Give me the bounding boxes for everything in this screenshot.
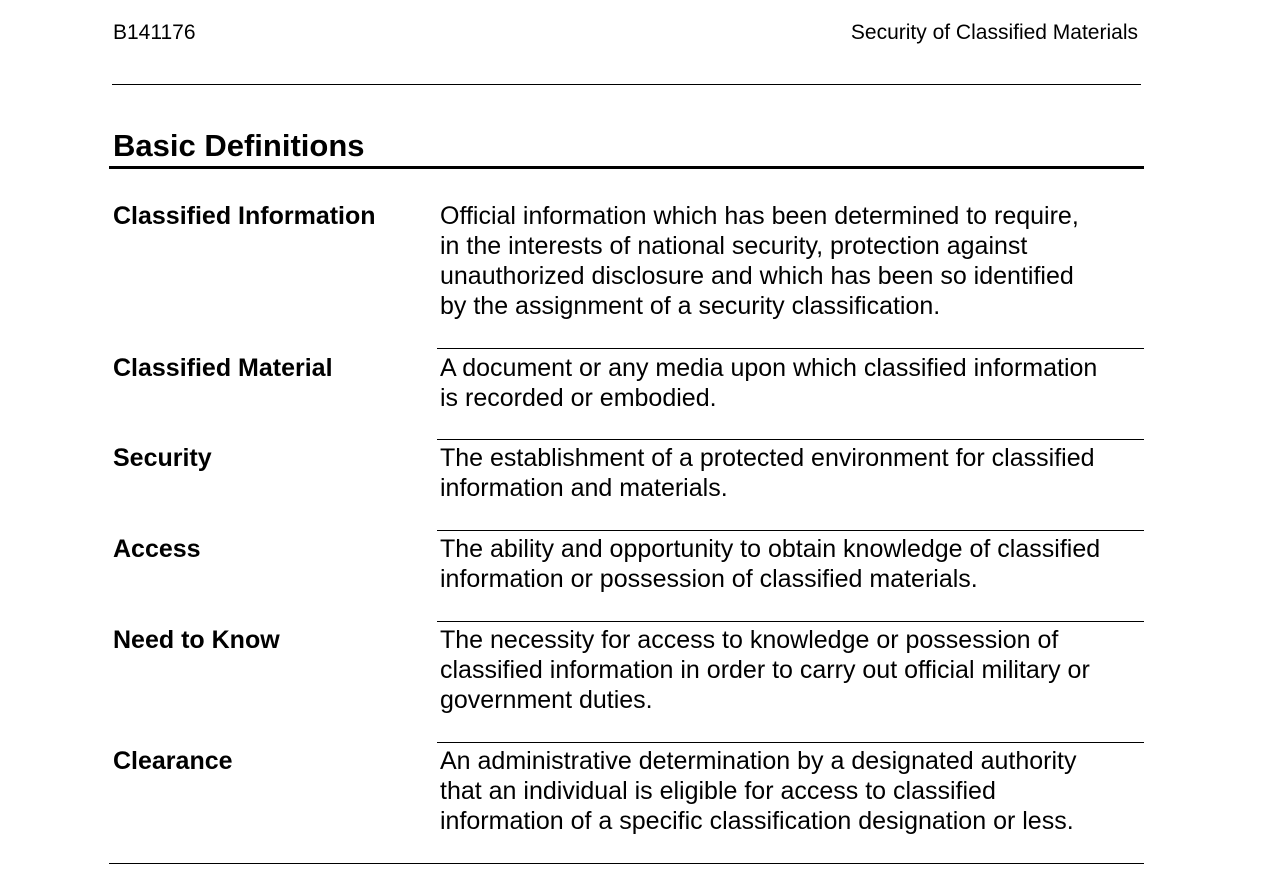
definition-line: is recorded or embodied. — [440, 384, 717, 412]
definition-line: by the assignment of a security classification. — [440, 292, 941, 320]
section-title: Basic Definitions — [113, 128, 365, 163]
term-access: Access — [113, 535, 201, 563]
definition-line: information of a specific classification designation or less. — [440, 807, 1074, 835]
definition-divider — [437, 621, 1144, 622]
definition-line: information and materials. — [440, 474, 728, 502]
definition-line: The necessity for access to knowledge or possession of — [440, 626, 1059, 654]
definition-line: that an individual is eligible for access to classified — [440, 777, 996, 805]
definition-need-to-know — [440, 625, 1145, 715]
definition-security — [440, 443, 1145, 503]
definition-line: in the interests of national security, protection against — [440, 232, 1028, 260]
document-id: B141176 — [113, 21, 196, 44]
definition-divider — [437, 348, 1144, 349]
term-classified-information: Classified Information — [113, 202, 376, 230]
header-divider — [112, 84, 1141, 85]
section-title-divider — [109, 166, 1144, 169]
definition-access — [440, 534, 1145, 594]
definition-divider — [437, 439, 1144, 440]
definition-line: The ability and opportunity to obtain knowledge of classified — [440, 535, 1101, 563]
definition-line: classified information in order to carry out official military or — [440, 656, 1090, 684]
definition-line: An administrative determination by a designated authority — [440, 747, 1077, 775]
term-classified-material: Classified Material — [113, 354, 333, 382]
definition-divider — [437, 742, 1144, 743]
table-bottom-divider — [109, 863, 1144, 864]
definition-line: information or possession of classified materials. — [440, 565, 978, 593]
definition-line: government duties. — [440, 686, 653, 714]
definition-classified-material — [440, 353, 1145, 413]
definition-line: The establishment of a protected environment for classified — [440, 444, 1095, 472]
term-security: Security — [113, 444, 212, 472]
definition-line: unauthorized disclosure and which has been so identified — [440, 262, 1074, 290]
definition-line: Official information which has been determined to require, — [440, 202, 1079, 230]
term-need-to-know: Need to Know — [113, 626, 280, 654]
definition-clearance — [440, 746, 1145, 836]
term-clearance: Clearance — [113, 747, 233, 775]
definition-line: A document or any media upon which classified information — [440, 354, 1098, 382]
definition-classified-information — [440, 201, 1145, 321]
definition-divider — [437, 530, 1144, 531]
document-title: Security of Classified Materials — [850, 21, 1138, 44]
